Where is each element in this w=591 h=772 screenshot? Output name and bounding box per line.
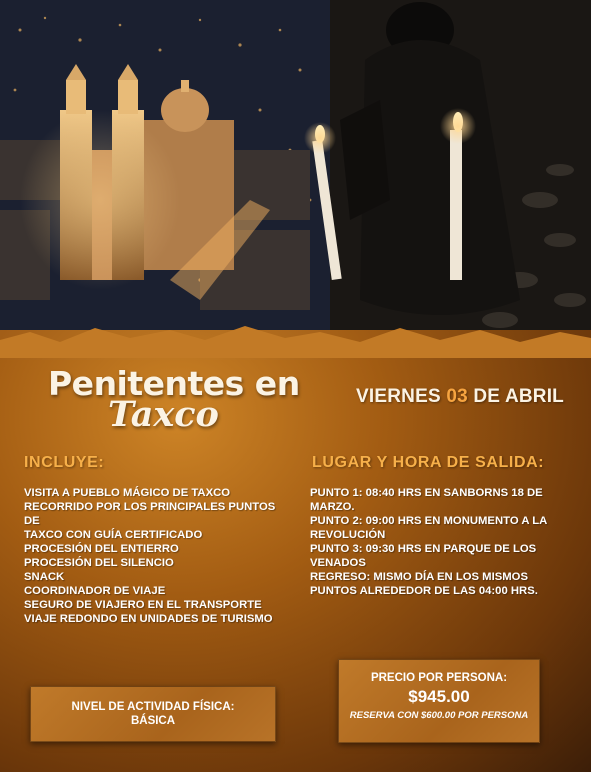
- list-item: SNACK: [24, 571, 65, 583]
- title-line-2: Taxco: [108, 394, 219, 435]
- hero-photo: [0, 0, 591, 360]
- date-day: 03: [446, 386, 468, 407]
- activity-value: BÁSICA: [130, 715, 176, 727]
- list-item: RECORRIDO POR LOS PRINCIPALES PUNTOS DE: [24, 501, 276, 527]
- list-item: TAXCO CON GUÍA CERTIFICADO: [24, 529, 203, 541]
- list-item: PROCESIÓN DEL SILENCIO: [24, 557, 174, 569]
- list-item: VIAJE REDONDO EN UNIDADES DE TURISMO: [24, 613, 273, 625]
- list-item: VENADOS: [310, 557, 366, 569]
- list-item: VISITA A PUEBLO MÁGICO DE TAXCO: [24, 487, 231, 499]
- night-city-illustration: [0, 0, 591, 360]
- price-label: PRECIO POR PERSONA:: [370, 672, 508, 684]
- list-item: PUNTO 1: 08:40 HRS EN SANBORNS 18 DE: [310, 487, 543, 499]
- list-item: REVOLUCIÓN: [310, 529, 386, 541]
- list-item: MARZO.: [310, 501, 355, 513]
- includes-heading: INCLUYE:: [24, 454, 105, 471]
- departure-list: [310, 486, 572, 598]
- includes-list: [24, 486, 294, 626]
- list-item: PROCESIÓN DEL ENTIERRO: [24, 543, 179, 555]
- list-item: PUNTO 2: 09:00 HRS EN MONUMENTO A LA: [310, 515, 548, 527]
- list-item: SEGURO DE VIAJERO EN EL TRANSPORTE: [24, 599, 262, 611]
- event-date: [356, 386, 564, 408]
- departure-heading: LUGAR Y HORA DE SALIDA:: [312, 454, 545, 471]
- price-reserve: RESERVA CON $600.00 POR PERSONA: [349, 710, 529, 721]
- activity-label: NIVEL DE ACTIVIDAD FÍSICA:: [71, 701, 235, 713]
- date-month: DE ABRIL: [473, 386, 564, 407]
- price-amount: $945.00: [408, 687, 470, 706]
- title-line-1: Penitentes en: [48, 364, 300, 403]
- list-item: PUNTO 3: 09:30 HRS EN PARQUE DE LOS: [310, 543, 537, 555]
- list-item: PUNTOS ALREDEDOR DE LAS 04:00 HRS.: [310, 585, 538, 597]
- price-box: [338, 659, 540, 743]
- torn-paper-edge: [0, 318, 591, 358]
- list-item: REGRESO: MISMO DÍA EN LOS MISMOS: [310, 571, 528, 583]
- list-item: COORDINADOR DE VIAJE: [24, 585, 166, 597]
- activity-level-box: [30, 686, 276, 742]
- date-weekday: VIERNES: [356, 386, 441, 407]
